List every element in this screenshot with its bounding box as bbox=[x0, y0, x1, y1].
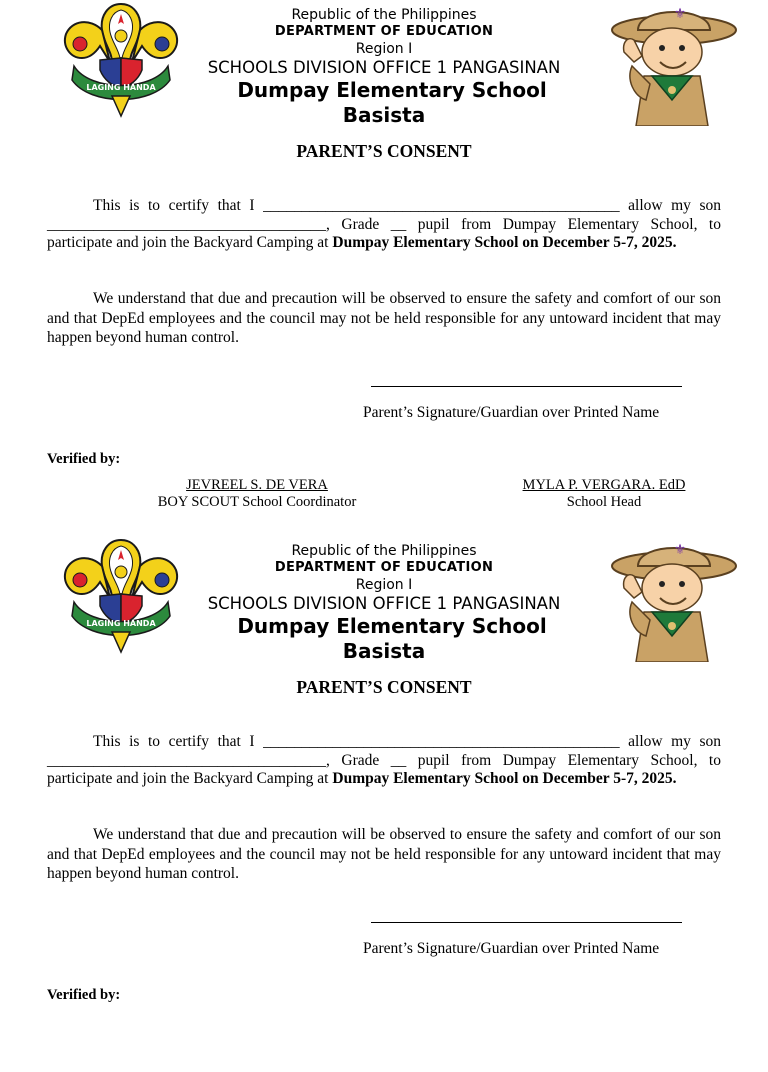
header-school-name: Dumpay Elementary School bbox=[237, 78, 547, 102]
svg-text:⚜: ⚜ bbox=[673, 543, 687, 558]
verified-by-label: Verified by: bbox=[47, 451, 121, 467]
logo-motto: LAGING HANDA bbox=[86, 83, 156, 92]
certify-paragraph bbox=[47, 197, 721, 253]
parent-signature-line bbox=[371, 922, 682, 923]
understanding-paragraph bbox=[47, 825, 721, 884]
consent-form-copy-2 bbox=[0, 536, 768, 1072]
header-school-place: Basista bbox=[342, 103, 426, 127]
understanding-text: We understand that due and precaution will be observed to ensure the safety and comfort of our son and that DepEd employees and the council may not be held responsible for any untoward incident that may happen beyond human control. bbox=[47, 290, 721, 346]
coordinator-role: BOY SCOUT School Coordinator bbox=[157, 494, 357, 510]
understanding-paragraph bbox=[47, 289, 721, 348]
understanding-text: We understand that due and precaution will be observed to ensure the safety and comfort of our son and that DepEd employees and the council may not be held responsible for any untoward incident that may happen beyond human control. bbox=[47, 826, 721, 882]
certify-paragraph bbox=[47, 733, 721, 789]
parent-signature-caption: Parent’s Signature/Guardian over Printed Name bbox=[363, 404, 660, 421]
parent-signature-caption: Parent’s Signature/Guardian over Printed Name bbox=[363, 940, 660, 957]
header-school-name: Dumpay Elementary School bbox=[237, 614, 547, 638]
header-republic: Republic of the Philippines bbox=[291, 7, 477, 23]
school-head-name: MYLA P. VERGARA. EdD bbox=[522, 477, 686, 493]
coordinator-name: JEVREEL S. DE VERA bbox=[186, 477, 328, 493]
certify-text: This is to certify that I ______________________________________________ allow my son ____________________________________, Grade __ pupil from Dumpay Elementary School, to participate and join the Backyard Camping at bbox=[47, 197, 721, 251]
header-department: DEPARTMENT OF EDUCATION bbox=[274, 560, 494, 575]
certify-text: This is to certify that I ______________________________________________ allow my son ____________________________________, Grade __ pupil from Dumpay Elementary School, to participate and join the Backyard Camping at bbox=[47, 733, 721, 787]
header-republic: Republic of the Philippines bbox=[291, 543, 477, 559]
header-division: SCHOOLS DIVISION OFFICE 1 PANGASINAN bbox=[207, 594, 561, 613]
header-department: DEPARTMENT OF EDUCATION bbox=[274, 24, 494, 39]
boy-scout-mascot-image bbox=[604, 536, 740, 662]
school-head-role: School Head bbox=[566, 494, 642, 510]
header-division: SCHOOLS DIVISION OFFICE 1 PANGASINAN bbox=[207, 58, 561, 77]
form-title: PARENT’S CONSENT bbox=[296, 677, 472, 697]
form-title: PARENT’S CONSENT bbox=[296, 141, 472, 161]
header-region: Region I bbox=[355, 577, 413, 593]
certify-event-detail: Dumpay Elementary School on December 5-7, 2025. bbox=[332, 770, 677, 787]
logo-motto: LAGING HANDA bbox=[86, 619, 156, 628]
boy-scout-mascot-image bbox=[604, 0, 740, 126]
header-region: Region I bbox=[355, 41, 413, 57]
verified-by-label: Verified by: bbox=[47, 987, 121, 1003]
header-school-place: Basista bbox=[342, 639, 426, 663]
parent-signature-line bbox=[371, 386, 682, 387]
svg-text:⚜: ⚜ bbox=[673, 7, 687, 22]
certify-event-detail: Dumpay Elementary School on December 5-7, 2025. bbox=[332, 234, 677, 251]
